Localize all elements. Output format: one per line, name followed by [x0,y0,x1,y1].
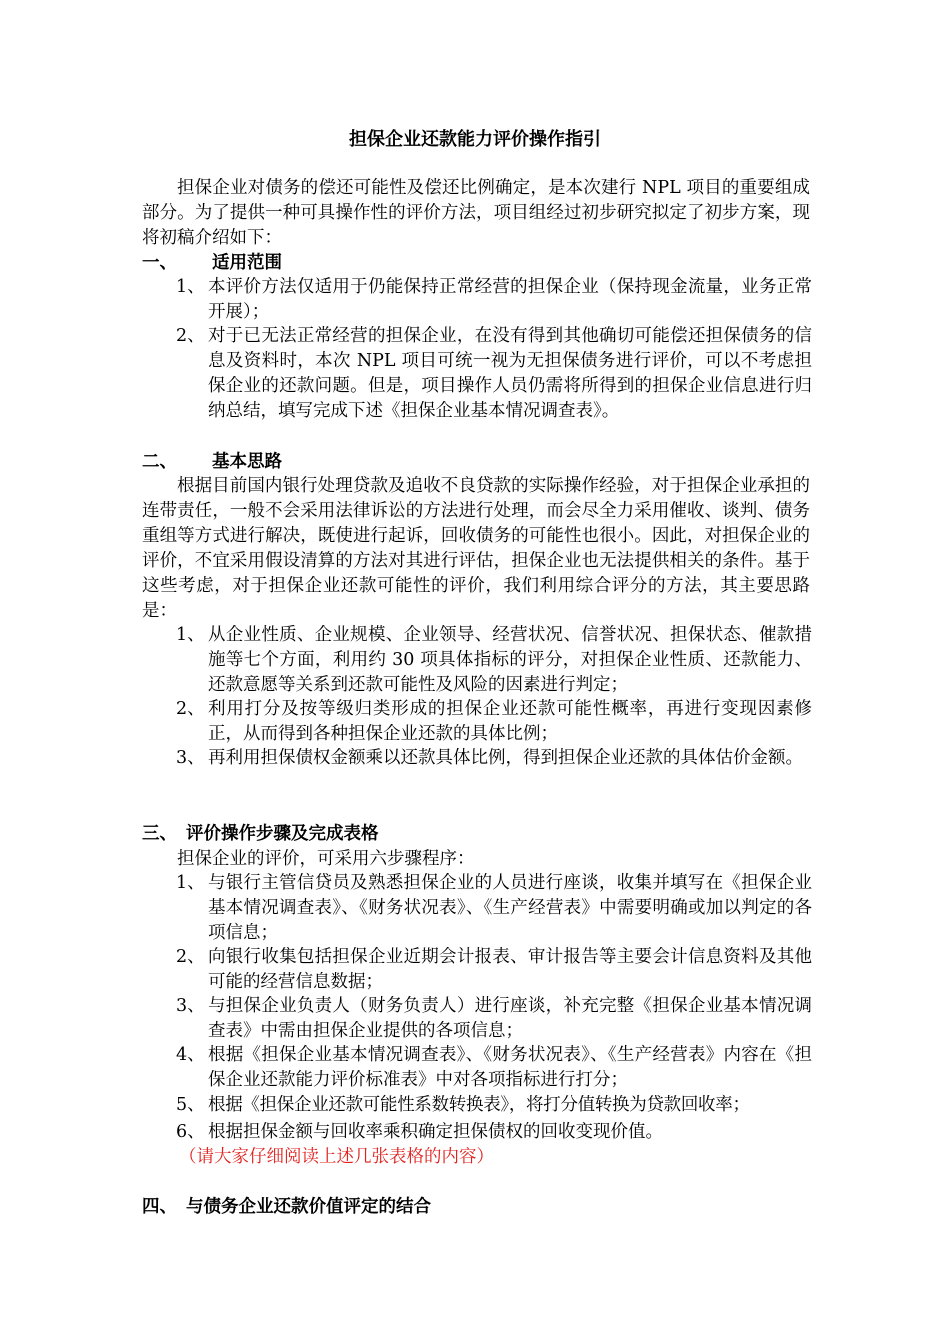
section-1-item-1 [176,275,812,325]
item-text: 与银行主管信贷员及熟悉担保企业的人员进行座谈，收集并填写在《担保企业基本情况调查表》、《财务状况表》、《生产经营表》中需要明确或加以判定的各项信息； [208,873,812,943]
section-1-title: 适用范围 [212,253,282,273]
section-3-item-2 [176,945,812,995]
section-1-item-2 [176,324,812,424]
item-number: 5、 [176,1095,205,1115]
section-2-heading [142,450,282,475]
section-1-number: 一、 [142,253,177,273]
item-number: 1、 [176,625,205,645]
section-3-item-5 [176,1093,836,1118]
item-text: 向银行收集包括担保企业近期会计报表、审计报告等主要会计信息资料及其他可能的经营信息数据； [208,947,812,992]
section-2-item-2 [176,697,812,747]
section-2-paragraph: 根据目前国内银行处理贷款及追收不良贷款的实际操作经验，对于担保企业承担的连带责任，一般不会采用法律诉讼的方法进行处理，而会尽全力采用催收、谈判、债务重组等方式进行解决，既使进行起诉，回收债务的可能性也很小。因此，对担保企业的评价，不宜采用假设清算的方法对其进行评估，担保企业也无法提供相关的条件。基于这些考虑，对于担保企业还款可能性的评价，我们利用综合评分的方法，其主要思路是： [142,476,810,621]
section-3-note: （请大家仔细阅读上述几张表格的内容） [179,1147,494,1167]
item-number: 2、 [176,947,205,967]
section-3-item-6 [176,1120,812,1145]
item-text: 根据担保金额与回收率乘积确定担保债权的回收变现价值。 [208,1122,663,1142]
item-number: 2、 [176,699,205,719]
item-text: 根据《担保企业还款可能性系数转换表》，将打分值转换为贷款回收率； [208,1095,750,1115]
section-4-number: 四、 [142,1197,177,1217]
item-text: 本评价方法仅适用于仍能保持正常经营的担保企业（保持现金流量，业务正常开展）； [208,277,812,322]
section-2-item-1 [176,623,812,698]
intro-paragraph: 担保企业对债务的偿还可能性及偿还比例确定，是本次建行 NPL 项目的重要组成部分。为了提供一种可具操作性的评价方法，项目组经过初步研究拟定了初步方案，现将初稿介绍如下： [142,178,810,248]
section-3-title: 评价操作步骤及完成表格 [186,824,379,844]
section-3-heading [142,822,379,847]
section-2-number: 二、 [142,452,177,472]
document-title: 担保企业还款能力评价操作指引 [349,129,601,150]
item-number: 3、 [176,996,205,1016]
item-text: 再利用担保债权金额乘以还款具体比例，得到担保企业还款的具体估价金额。 [208,748,803,768]
section-4-heading [142,1195,431,1220]
section-3-item-1 [176,871,812,946]
section-4-title: 与债务企业还款价值评定的结合 [186,1197,431,1217]
item-number: 2、 [176,326,205,346]
section-3-lead: 担保企业的评价，可采用六步骤程序： [177,849,475,869]
item-text: 从企业性质、企业规模、企业领导、经营状况、信誉状况、担保状态、催款措施等七个方面，利用约 30 项具体指标的评分，对担保企业性质、还款能力、还款意愿等关系到还款可能性及风险的因素进行判定； [208,625,812,695]
item-number: 1、 [176,277,205,297]
item-text: 对于已无法正常经营的担保企业，在没有得到其他确切可能偿还担保债务的信息及资料时，本次 NPL 项目可统一视为无担保债务进行评价，可以不考虑担保企业的还款问题。但是，项目操作人员仍需将所得到的担保企业信息进行归纳总结，填写完成下述《担保企业基本情况调查表》。 [208,326,812,421]
section-1-heading [142,251,282,276]
item-text: 利用打分及按等级归类形成的担保企业还款可能性概率，再进行变现因素修正，从而得到各种担保企业还款的具体比例； [208,699,812,744]
section-2-item-3 [176,746,812,771]
item-number: 1、 [176,873,205,893]
item-number: 6、 [176,1122,205,1142]
item-text: 与担保企业负责人（财务负责人）进行座谈，补充完整《担保企业基本情况调查表》中需由担保企业提供的各项信息； [208,996,812,1041]
section-3-item-4 [176,1043,812,1093]
item-number: 4、 [176,1045,205,1065]
section-2-title: 基本思路 [212,452,282,472]
item-number: 3、 [176,748,205,768]
item-text: 根据《担保企业基本情况调查表》、《财务状况表》、《生产经营表》内容在《担保企业还款能力评价标准表》中对各项指标进行打分； [208,1045,812,1090]
section-3-number: 三、 [142,824,177,844]
section-3-item-3 [176,994,812,1044]
